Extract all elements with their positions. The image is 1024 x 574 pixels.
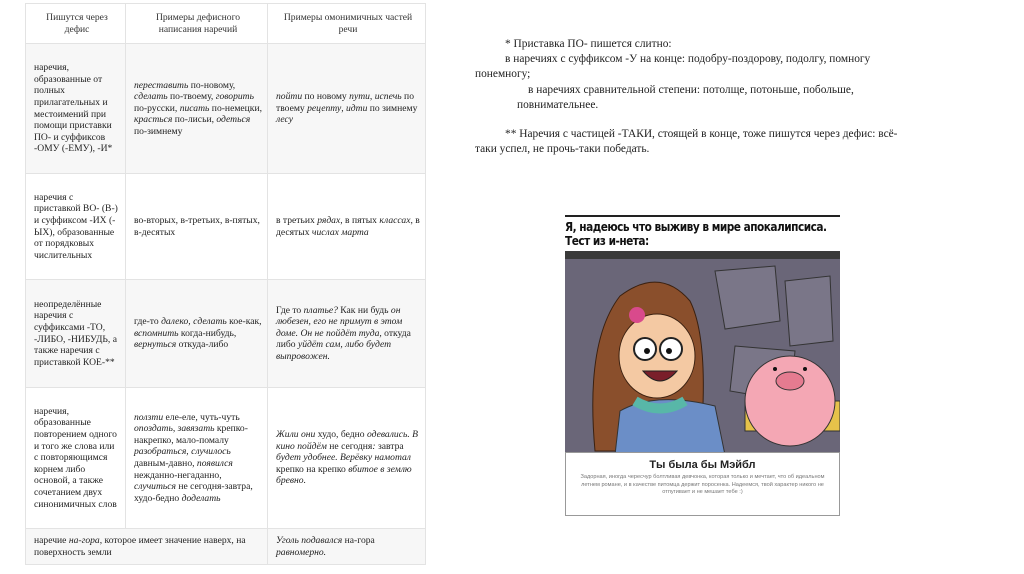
quiz-result-title: Ты была бы Мэйбл — [649, 459, 756, 471]
italic-example-text: идти — [346, 102, 368, 114]
italic-example-text: появился — [196, 458, 233, 469]
homonyms-cell — [268, 529, 426, 565]
examples-cell — [126, 388, 268, 529]
example-text: нежданно-негаданно, — [134, 469, 222, 481]
example-text: , — [172, 423, 178, 435]
italic-example-text: одевались. В кино пойдём — [276, 429, 418, 452]
header-examples: Примеры дефисного написания наречий — [126, 4, 268, 44]
italic-example-text: рецепту — [307, 102, 342, 114]
example-text: где-то — [134, 316, 162, 328]
example-text: по новому — [302, 91, 350, 103]
example-text: по зимнему — [367, 102, 418, 114]
table-row — [26, 44, 426, 174]
italic-example-text: завязать — [177, 423, 215, 435]
italic-example-text: пойти — [276, 91, 303, 103]
examples-cell — [26, 529, 268, 565]
homonyms-cell — [268, 280, 426, 388]
example-text: на-гора — [342, 534, 375, 546]
example-text: еле-еле, чуть-чуть — [163, 411, 240, 423]
italic-example-text: они — [300, 429, 316, 441]
italic-example-text: он любезен, его не примут в этом доме. Он не пойдёт туда, — [276, 304, 403, 339]
example-text: Где то — [276, 304, 304, 316]
rule-cell: неопределённые наречия с суффиксами -ТО, -ЛИБО, -НИБУДЬ, а также наречия с приставкой КОЕ-** — [26, 280, 126, 388]
italic-example-text: лесу — [276, 114, 294, 126]
note1-line: в наречиях с суффиксом -У на конце: подобру-поздорову, подолгу, помногу — [505, 53, 871, 65]
note1-line: повнимательнее. — [517, 99, 599, 111]
note1-title: * Приставка ПО- пишется слитно: — [505, 38, 672, 50]
example-text: по-немецки, — [209, 102, 262, 114]
header-homonyms: Примеры омонимичных частей речи — [268, 4, 426, 44]
italic-example-text: доделать — [181, 492, 221, 504]
example-text: по-русски, — [134, 102, 180, 114]
italic-example-text: платье? — [303, 304, 338, 316]
example-text: худо, бедно — [315, 429, 367, 441]
homonyms-cell — [268, 44, 426, 174]
italic-example-text: одеться — [216, 114, 251, 126]
italic-example-text: опоздать — [134, 423, 173, 435]
example-text: по-новому, — [188, 79, 236, 91]
italic-example-text: уйдёт сам, либо будет выпровожен. — [276, 339, 392, 362]
italic-example-text: красться — [134, 114, 173, 126]
rule-cell: наречия с приставкой ВО- (В-) и суффиксом -ИХ (-ЫХ), образованные от порядковых числительных — [26, 174, 126, 280]
example-text: , — [341, 102, 346, 114]
italic-example-text: вбитое в землю бревно. — [276, 463, 412, 487]
homonyms-cell — [268, 388, 426, 529]
table-row — [26, 280, 426, 388]
italic-example-text: : — [372, 440, 376, 452]
example-text: по-твоему, — [167, 91, 216, 103]
italic-example-text: случилось — [191, 446, 231, 458]
example-text: по-лисьи, — [172, 114, 217, 126]
italic-example-text: случиться — [134, 481, 176, 493]
footnotes — [475, 37, 915, 157]
italic-example-text: переставить — [134, 79, 189, 91]
example-text: давным-давно, — [134, 458, 197, 469]
homonyms-cell — [268, 174, 426, 280]
table-row — [26, 174, 426, 280]
example-text: крепко на крепко — [276, 463, 349, 475]
italic-example-text: вспомнить — [134, 327, 179, 339]
table-row — [26, 529, 426, 565]
italic-example-text: испечь — [374, 91, 402, 103]
meme-image — [565, 215, 840, 515]
italic-example-text: сделать — [134, 91, 168, 103]
examples-cell — [126, 174, 268, 280]
example-text: , — [369, 91, 375, 103]
rule-cell: наречия, образованные повторением одного и того же слова или с повторяющимся корнем либо основой, а также сочетанием двух синонимичных слов — [26, 388, 126, 529]
meme-title-line: Тест из и-нета: — [565, 234, 649, 248]
example-text: , в пятых — [340, 214, 380, 226]
example-text: завтра — [375, 440, 404, 452]
example-text: откуда-либо — [176, 339, 229, 351]
table-row — [26, 388, 426, 529]
example-text: не сегодня — [326, 440, 373, 452]
italic-example-text: сделать — [193, 316, 227, 328]
meme-title — [565, 215, 840, 250]
italic-example-text: разобраться, — [134, 446, 189, 458]
italic-example-text: говорить — [215, 91, 254, 103]
example-text: Как ни будь — [337, 304, 391, 316]
italic-example-text: рядах — [317, 214, 341, 226]
italic-example-text: числах марта — [311, 226, 369, 238]
example-text: по твоему — [276, 91, 414, 114]
example-text: крепко-накрепко, мало-помалу — [134, 423, 248, 446]
example-text: в третьих — [276, 214, 318, 226]
examples-cell — [126, 44, 268, 174]
note2: ** Наречия с частицей -ТАКИ, стоящей в конце, тоже пишутся через дефис: всё-таки успел, не прочь-таки победать. — [475, 128, 898, 155]
note1-line: в наречиях сравнительной степени: потолще, потоньше, побольше, — [528, 84, 854, 96]
quiz-result-description: Задорная, иногда чересчур болтливая девчонка, которая только и мечтает, что об идеальном летнем романе, и в качестве питомца держит поросенка. Надеемся, твой характер никого не отпугивает и не мешает тебе :) — [580, 474, 825, 495]
italic-example-text: пути — [349, 91, 370, 103]
example-text: , в десятых — [276, 214, 420, 238]
italic-example-text: Уголь подавался — [276, 534, 343, 546]
header-rule: Пишутся через дефис — [26, 4, 126, 44]
example-text: кое-как, — [226, 316, 262, 328]
italic-example-text: писать — [179, 102, 210, 114]
example-text: наречие — [34, 534, 69, 546]
italic-example-text: Жили — [276, 429, 299, 441]
example-text: , которое имеет значение наверх, на поверхность земли — [34, 534, 246, 558]
italic-example-text: классах — [379, 214, 411, 226]
example-text: откуда либо — [276, 327, 411, 351]
italic-example-text: далеко, — [161, 316, 191, 328]
cartoon-picture — [565, 251, 840, 455]
note1-line: понемногу; — [475, 68, 531, 80]
example-text: не сегодня-завтра, худо-бедно — [134, 481, 253, 504]
italic-example-text: равномерно. — [276, 546, 327, 558]
italic-example-text: будет удобнее. Верёвку намотал — [276, 452, 411, 464]
rule-cell: наречия, образованные от полных прилагательных и местоимений при помощи приставки ПО- и суффиксов -ОМУ (-ЕМУ), -И* — [26, 44, 126, 174]
examples-cell — [126, 280, 268, 388]
quiz-result-card — [565, 452, 840, 516]
hyphen-adverbs-table — [25, 3, 426, 565]
example-text: когда-нибудь, — [178, 327, 237, 339]
example-text: во-вторых, в-третьих, в-пятых, в-десятых — [134, 214, 260, 238]
italic-example-text: на-гора — [68, 534, 100, 546]
meme-title-line: Я, надеюсь что выживу в мире апокалипсиса. — [565, 220, 827, 234]
italic-example-text: вернуться — [134, 339, 177, 351]
italic-example-text: ползти — [134, 411, 164, 423]
example-text: по-зимнему — [134, 125, 183, 137]
